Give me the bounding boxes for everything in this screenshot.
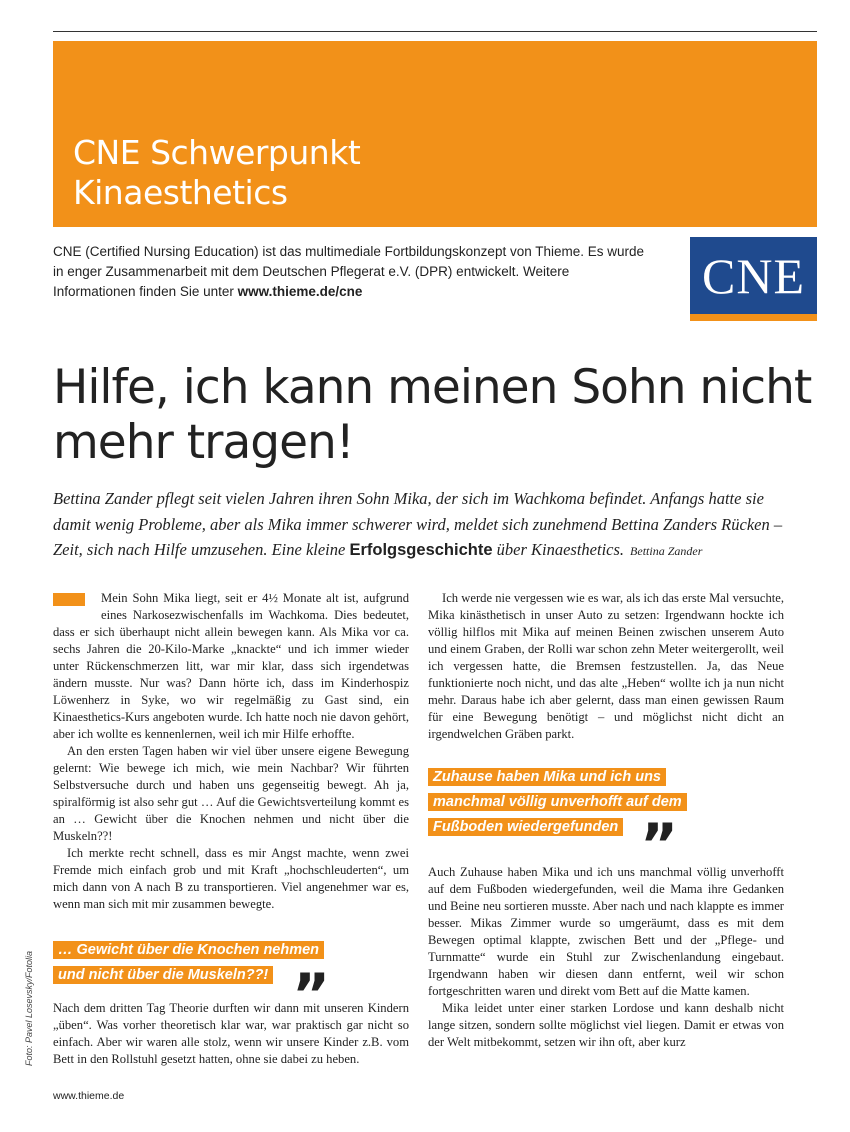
banner-title: [73, 133, 360, 213]
pullquote-left-2: und nicht über die Muskeln??!: [53, 966, 273, 984]
column-right-top: [428, 590, 784, 743]
article-headline: Hilfe, ich kann meinen Sohn nicht mehr tragen!: [53, 360, 812, 470]
body-paragraph: Auch Zuhause haben Mika und ich uns manchmal völlig unverhofft auf dem Fußboden wiedergefunden, weil die Mama ihre Gedanken und Beine neu sortieren musste. Aber nach und nach klappte es immer besser. Mikas Zimmer wurde so umgeräumt, dass es mit dem Bewegen optimal klappte, zwischen Bett und der „Pflege- und Turnmatte“ wurde ein Stuhl zur Zwischenlandung eingebaut. Irgendwann haben wir diesen dann entfernt, weil wir schon fortgeschritten waren und direkt vom Bett auf die Matte kamen.: [428, 865, 784, 998]
intro-text: [53, 242, 653, 302]
cne-logo-text: CNE: [702, 248, 805, 304]
intro-link[interactable]: www.thieme.de/cne: [237, 284, 363, 299]
column-left-top: [53, 590, 409, 913]
photo-credit: Foto: Pavel Losevsky/Fotolia: [24, 950, 34, 1066]
top-rule: [53, 31, 817, 32]
quote-mark-icon: ”: [292, 961, 331, 1029]
article-lead: [53, 486, 793, 565]
intro-body: CNE (Certified Nursing Education) ist das multimediale Fortbildungskonzept von Thieme. Es wurde in enger Zusammenarbeit mit dem Deutschen Pflegerat e.V. (DPR) entwickelt. Weitere Informationen finden Sie unter: [53, 244, 645, 299]
pullquote-left: [53, 938, 324, 988]
quote-mark-icon: ”: [640, 811, 679, 879]
pullquote-left-1: … Gewicht über die Knochen nehmen: [53, 941, 324, 959]
lead-end: über Kinaesthetics.: [492, 540, 625, 559]
pullquote-line: [428, 765, 687, 790]
lead-text: Bettina Zander pflegt seit vielen Jahren ihren Sohn Mika, der sich im Wachkoma befindet. Anfangs hatte sie damit wenig Probleme, aber als Mika immer schwerer wird, meldet sich zunehmend Bettina Zanders Rücken – Zeit, sich nach Hilfe umzusehen. Eine kleine: [53, 489, 783, 559]
body-paragraph: Ich werde nie vergessen wie es war, als ich das erste Mal versuchte, Mika kinästhetisch in unser Auto zu setzen: Irgendwann hockte ich völlig hilflos mit Mika auf meinen Beinen zwischen unserem Auto und einem Graben, der Rolli war schon zehn Meter weitergerollt, weil ich vergessen hatte, die Bremsen festzustellen. Ja, das Neue funktionierte noch nicht, und das alte „Heben“ wollte ich ja nun nicht mehr. Daraus habe ich aber gelernt, dass man einen gewissen Raum für eine Bewegung benötigt – und möglichst nicht dicht an irgendwelchen Gräben parkt.: [428, 591, 784, 741]
body-paragraph: An den ersten Tagen haben wir viel über unsere eigene Bewegung gelernt: Wie bewege ich mich, wie mein Nachbar? Wir führten Selbstversuche durch und haben uns gegenseitig bewegt. Ah ja, spiralförmig ist also sehr gut … Auf die Gewichtsverteilung kommt es an … Gewicht über die Knochen nehmen und nicht über die Muskeln??!: [53, 744, 409, 843]
left-p1: Mein Sohn Mika liegt, seit er 4½ Monate alt ist, aufgrund eines Narkosezwischenfalls im Wachkoma. Dies bedeutet, dass er sich überhaupt nicht allein bewegen kann. Als Mika vor ca. sechs Jahren die 20-Kilo-Marke „knackte“ und ich immer wieder unter Rückenschmerzen litt, war mir klar, dass sich irgendetwas ändern musste. Nur was? Dann hörte ich, dass im Kinderhospiz Löwenherz in Syke, wo wir regelmäßig zu Gast sind, ein Kinaesthetics-Kurs angeboten wurde. Ich hatte noch nie davon gehört, aber ich wollte es kennenlernen, weil ich mir Hilfe erhoffte.: [53, 591, 409, 741]
author-byline: Bettina Zander: [630, 544, 703, 558]
section-banner: [53, 41, 817, 227]
pullquote-right-3: Fußboden wiedergefunden: [428, 818, 623, 836]
lead-bold: Erfolgsgeschichte: [349, 541, 493, 559]
body-paragraph: Nach dem dritten Tag Theorie durften wir dann mit unseren Kindern „üben“. Was vorher theoretisch klar war, war praktisch gar nicht so einfach. Aber wir waren alle stolz, wenn wir unsere Kinder z.B. vom Bett in den Rollstuhl gesetzt hatten, ohne sie dabei zu heben.: [53, 1001, 409, 1066]
pullquote-line: [53, 963, 324, 988]
banner-title-line2: Kinaesthetics: [73, 173, 288, 212]
pullquote-right-2: manchmal völlig unverhofft auf dem: [428, 793, 687, 811]
body-paragraph: Ich merkte recht schnell, dass es mir Angst machte, wenn zwei Fremde mich einfach grob und mit Kraft „hochschleuderten“, um mich dann von A nach B zu transportieren. Viel angenehmer war es, wenn man sich mit mir zusammen bewegte.: [53, 846, 409, 911]
pullquote-line: [53, 938, 324, 963]
body-paragraph: [53, 590, 409, 743]
column-left-bottom: [53, 1000, 409, 1068]
footer-url[interactable]: www.thieme.de: [53, 1090, 125, 1102]
pullquote-right-1: Zuhause haben Mika und ich uns: [428, 768, 666, 786]
cne-logo: [690, 237, 817, 321]
body-paragraph: Mika leidet unter einer starken Lordose und kann deshalb nicht lange sitzen, sondern sollte möglichst viel liegen. Damit er etwas von der Welt mitbekommt, setzen wir ihn oft, aber kurz: [428, 1001, 784, 1049]
start-marker: [53, 593, 85, 606]
banner-title-line1: CNE Schwerpunkt: [73, 133, 361, 172]
column-right-bottom: [428, 864, 784, 1051]
